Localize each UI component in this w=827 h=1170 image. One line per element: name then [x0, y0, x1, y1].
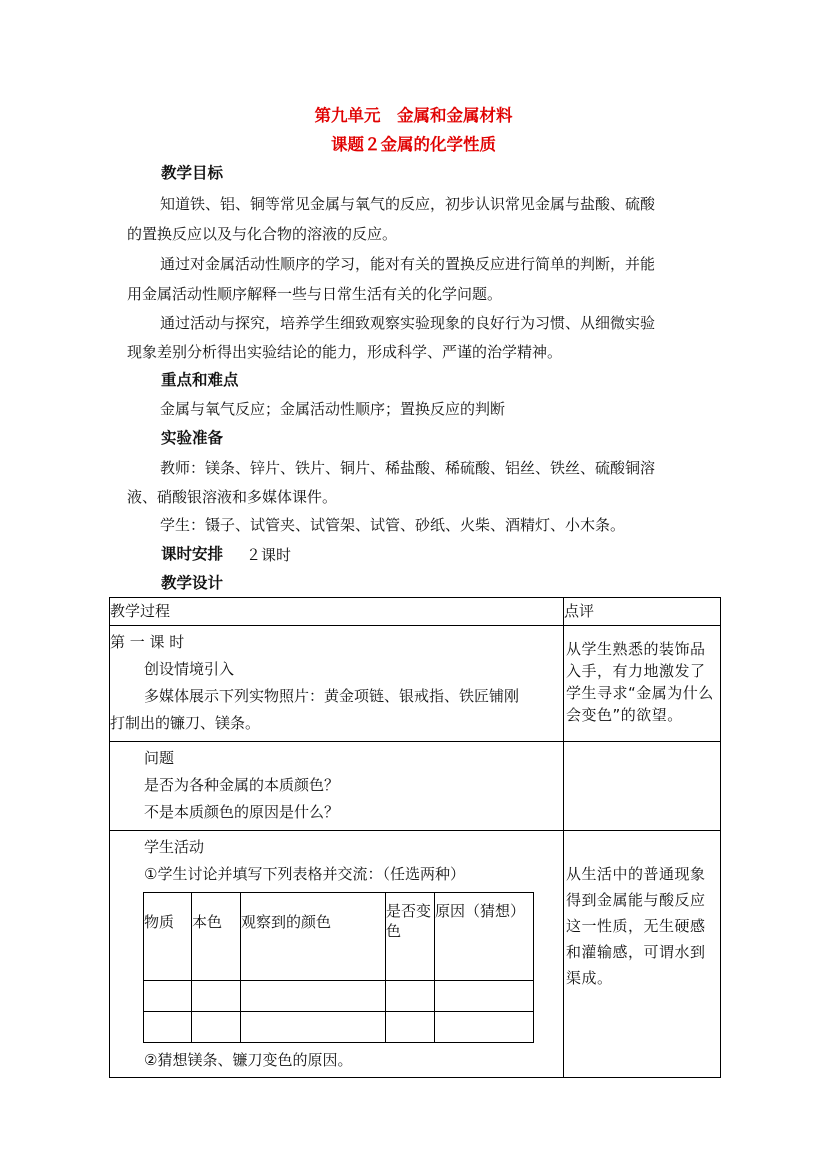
header-substance: 物质	[144, 893, 192, 981]
lesson-title: 课题２金属的化学性质	[331, 135, 496, 154]
col-process-header: 教学过程	[110, 602, 171, 620]
observation-table	[143, 892, 534, 1043]
activity-line-2: ②猜想镁条、镰刀变色的原因。	[144, 1051, 353, 1069]
intro-line-1: 多媒体展示下列实物照片：黄金项链、银戒指、铁匠铺刚	[144, 687, 520, 705]
key-points-text: 金属与氧气反应；金属活动性顺序；置换反应的判断	[160, 400, 506, 418]
schedule-heading: 课时安排	[161, 545, 224, 563]
header-reason: 原因（猜想）	[435, 893, 534, 981]
preparation-heading: 实验准备	[161, 429, 224, 447]
activity-comment: 从生活中的普通现象得到金属能与酸反应这一性质，无生硬感和灌输感，可谓水到渠成。	[566, 865, 706, 987]
intro-heading: 创设情境引入	[144, 660, 235, 678]
design-row-activity	[110, 831, 721, 1078]
design-heading: 教学设计	[161, 574, 224, 592]
observation-header-row	[144, 893, 534, 981]
question-line-2: 不是本质颜色的原因是什么？	[144, 803, 340, 821]
intro-line-2: 打制出的镰刀、镁条。	[110, 714, 261, 732]
header-original-color: 本色	[192, 893, 241, 981]
activity-heading: 学生活动	[144, 838, 205, 856]
col-comment-header: 点评	[564, 602, 595, 620]
header-changed: 是否变色	[386, 893, 435, 981]
unit-title: 第九单元 金属和金属材料	[314, 106, 513, 125]
objective-3-line-1: 通过活动与探究，培养学生细致观察实验现象的良好行为习惯、从细微实验	[160, 314, 656, 332]
intro-comment: 从学生熟悉的装饰品入手，有力地激发了学生寻求“金属为什么会变色”的欲望。	[566, 640, 714, 724]
question-line-1: 是否为各种金属的本质颜色？	[144, 776, 340, 794]
objective-1-line-2: 的置换反应以及与化合物的溶液的反应。	[127, 225, 398, 243]
objective-2-line-1: 通过对金属活动性顺序的学习，能对有关的置换反应进行简单的判断，并能	[160, 255, 656, 273]
design-header-row	[110, 598, 721, 626]
design-table	[109, 597, 721, 1078]
key-points-heading: 重点和难点	[161, 371, 239, 389]
objectives-heading: 教学目标	[161, 164, 224, 182]
schedule-value: ２课时	[246, 546, 292, 564]
objective-2-line-2: 用金属活动性顺序解释一些与日常生活有关的化学问题。	[127, 285, 503, 303]
lesson-number: 第 一 课 时	[110, 633, 185, 651]
design-row-intro	[110, 626, 721, 742]
observation-empty-row	[144, 981, 534, 1012]
teacher-materials-line-1: 教师：镁条、锌片、铁片、铜片、稀盐酸、稀硫酸、铝丝、铁丝、硫酸铜溶	[160, 459, 656, 477]
design-row-question	[110, 742, 721, 831]
objective-3-line-2: 现象差别分析得出实验结论的能力，形成科学、严谨的治学精神。	[127, 343, 563, 361]
activity-line-1: ①学生讨论并填写下列表格并交流：（任选两种）	[144, 865, 465, 883]
objective-1-line-1: 知道铁、铝、铜等常见金属与氧气的反应，初步认识常见金属与盐酸、硫酸	[160, 195, 656, 213]
student-materials: 学生：镊子、试管夹、试管架、试管、砂纸、火柴、酒精灯、小木条。	[160, 516, 626, 534]
teacher-materials-line-2: 液、硝酸银溶液和多媒体课件。	[127, 488, 338, 506]
header-observed-color: 观察到的颜色	[241, 893, 386, 981]
observation-empty-row	[144, 1012, 534, 1043]
question-heading: 问题	[144, 749, 175, 767]
